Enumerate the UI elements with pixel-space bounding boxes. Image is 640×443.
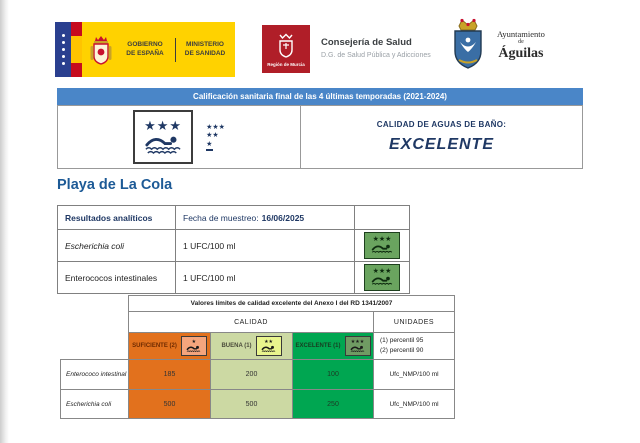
water-quality-label: CALIDAD DE AGUAS DE BAÑO: xyxy=(376,120,507,129)
sampling-date-label: Fecha de muestreo: xyxy=(183,212,259,223)
percentile-notes: (1) percentil 95 (2) percentil 90 xyxy=(373,332,455,360)
parameter-value: 1 UFC/100 ml xyxy=(183,272,236,283)
category-label: BUENA (1) xyxy=(221,343,252,349)
parameter-name: Escherichia coli xyxy=(65,240,125,251)
results-header-spacer xyxy=(354,206,409,229)
de-label: de xyxy=(518,39,524,45)
logo-divider xyxy=(175,38,176,62)
category-suficiente xyxy=(128,332,211,360)
limit-value-buena: 500 xyxy=(210,389,293,419)
gobierno-espana-label: GOBIERNO DE ESPAÑA xyxy=(126,41,164,57)
eu-stars-band-icon xyxy=(55,22,71,77)
results-header-label: Resultados analíticos xyxy=(58,206,176,229)
category-excelente xyxy=(292,332,374,360)
limit-value-suficiente: 185 xyxy=(128,359,211,390)
photo-edge xyxy=(0,0,9,443)
excellent-rating-badge xyxy=(364,232,400,259)
star-legend-icon: ★★★ ★★ ★ xyxy=(206,123,225,150)
water-quality-value: EXCELENTE xyxy=(388,136,494,153)
swimmer-icon xyxy=(371,275,393,287)
sampling-date-value: 16/06/2025 xyxy=(261,212,305,223)
ayuntamiento-label: Ayuntamiento xyxy=(497,29,545,39)
qualification-banner: Calificación sanitaria final de las 4 últimas temporadas (2021-2024) xyxy=(57,88,583,105)
results-table xyxy=(57,205,410,294)
table-row xyxy=(58,229,409,261)
parameter-name: Enterococos intestinales xyxy=(65,272,158,283)
stars-icon: ★★★ xyxy=(372,267,392,275)
one-star-swimmer-icon: ★ xyxy=(181,336,207,356)
two-star-swimmer-icon: ★★ xyxy=(256,336,282,356)
spain-coat-of-arms-icon xyxy=(89,34,113,66)
category-buena xyxy=(210,332,293,360)
logo-region-murcia xyxy=(262,25,431,73)
aguilas-label: Águilas xyxy=(498,46,544,62)
logo-gobierno-espana xyxy=(55,22,235,77)
region-murcia-label: Región de Murcia xyxy=(267,61,305,67)
limit-value-suficiente: 500 xyxy=(128,389,211,419)
quality-column-header: CALIDAD xyxy=(128,311,374,333)
parameter-value: 1 UFC/100 ml xyxy=(183,240,236,251)
table-row xyxy=(58,261,409,293)
limit-units: Ufc_NMP/100 ml xyxy=(373,359,455,390)
limits-table-title: Valores límites de calidad excelente del Anexo I del RD 1341/2007 xyxy=(128,295,455,312)
stars-icon: ★★★ xyxy=(372,235,392,243)
excellent-rating-badge xyxy=(364,264,400,291)
murcia-emblem-icon xyxy=(262,25,310,73)
page-title: Playa de La Cola xyxy=(57,177,173,193)
three-star-swimmer-icon: ★★★ xyxy=(345,336,371,356)
qualification-box xyxy=(57,105,583,169)
swimmer-icon xyxy=(144,133,182,155)
swimmer-icon xyxy=(371,243,393,255)
limit-units: Ufc_NMP/100 ml xyxy=(373,389,455,419)
dg-salud-publica-label: D.G. de Salud Pública y Adicciones xyxy=(321,52,431,59)
ministerio-sanidad-label: MINISTERIO DE SANIDAD xyxy=(184,41,226,57)
category-label: SUFICIENTE (2) xyxy=(132,343,177,349)
spain-flag-stripes-icon xyxy=(71,22,82,77)
sampling-date xyxy=(176,206,354,229)
limits-parameter: Escherichia coli xyxy=(60,389,129,419)
category-label: EXCELENTE (1) xyxy=(295,343,341,349)
limit-value-excelente: 250 xyxy=(292,389,374,419)
limits-table xyxy=(60,295,456,420)
stars-icon: ★★★ xyxy=(144,118,183,134)
limit-value-excelente: 100 xyxy=(292,359,374,390)
consejeria-salud-label: Consejería de Salud xyxy=(321,37,412,48)
results-header-row xyxy=(58,206,409,229)
limits-parameter: Enterococo intestinal xyxy=(60,359,129,390)
limit-value-buena: 200 xyxy=(210,359,293,390)
units-column-header: UNIDADES xyxy=(373,311,455,333)
logo-ayuntamiento-aguilas xyxy=(447,16,545,72)
three-star-rating-icon xyxy=(133,110,193,164)
aguilas-coat-of-arms-icon xyxy=(447,16,489,72)
